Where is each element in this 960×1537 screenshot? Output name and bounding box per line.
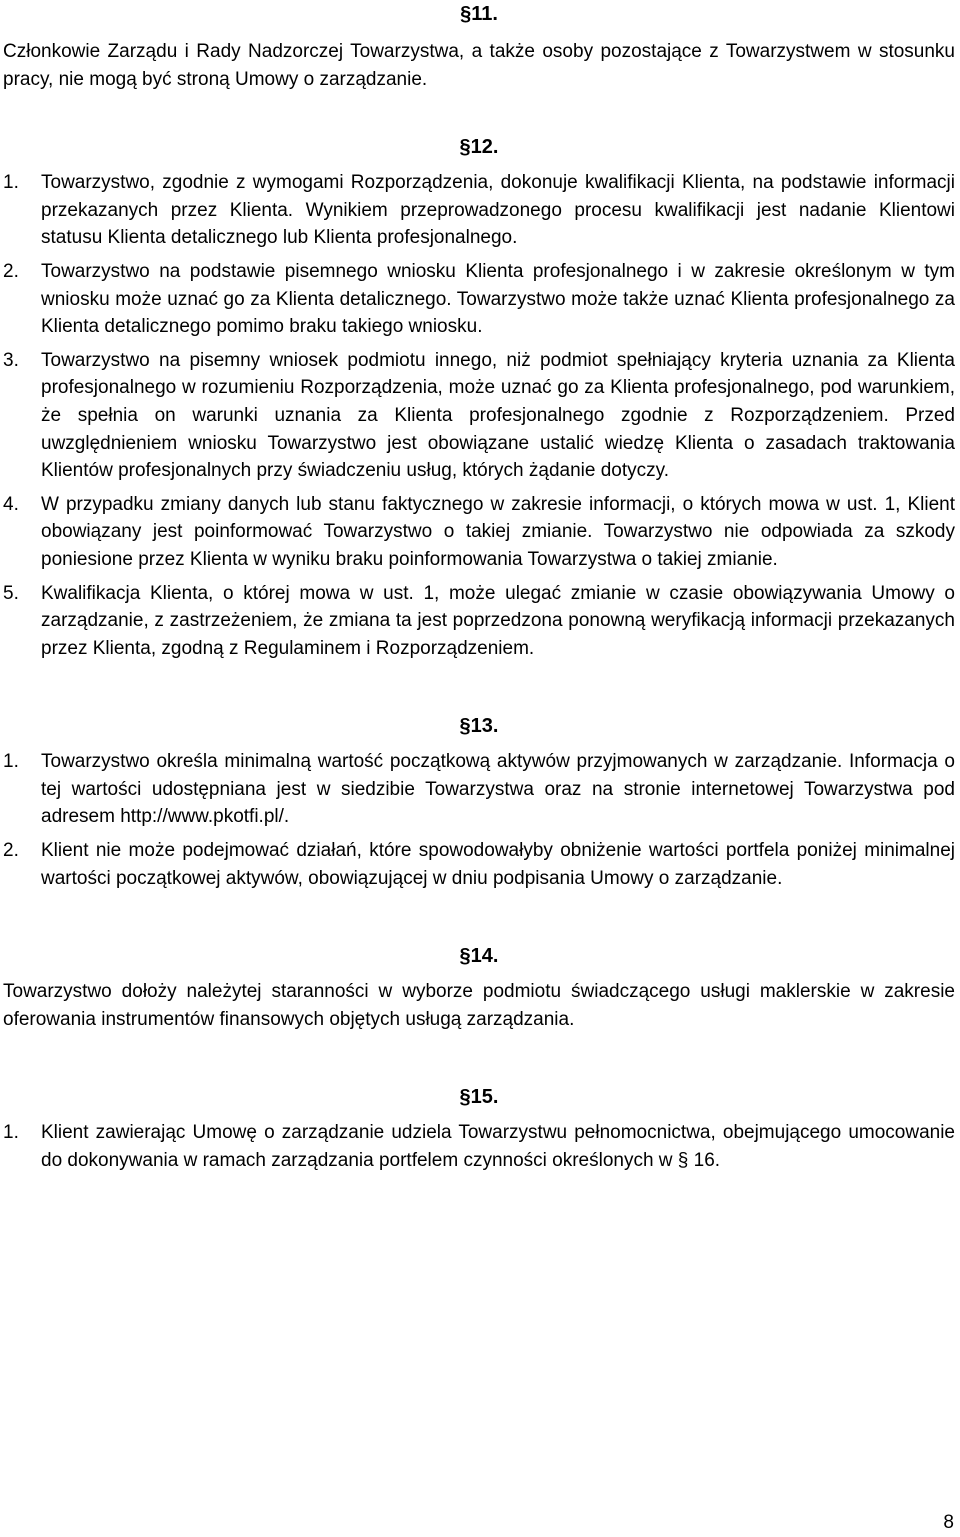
- item-text: Kwalifikacja Klienta, o której mowa w ust. 1, może ulegać zmianie w czasie obowiązywania Umowy o zarządzanie, z zastrzeżeniem, że zmiana ta jest poprzedzona ponowną weryfikacją informacji przekazanych przez Klienta, zgodną z Regulaminem i Rozporządzeniem.: [41, 582, 955, 659]
- section-11: [3, 0, 955, 93]
- list-item: [3, 258, 955, 341]
- item-number: 2.: [3, 840, 19, 862]
- section-heading: §13.: [459, 715, 499, 738]
- item-text: Towarzystwo na pisemny wniosek podmiotu innego, niż podmiot spełniający kryteria uznania za Klienta profesjonalnego w rozumieniu Rozporządzenia, może uznać go za Klienta profesjonalnego, pod warunkiem, że spełnia on warunki uznania za Klienta profesjonalnego zgodnie z Rozporządzeniem. Przed uwzględnieniem wniosku Towarzystwo jest obowiązane ustalić wiedzę Klienta o zasadach traktowania Klientów profesjonalnych przy świadczeniu usług, których żądanie dotyczy.: [41, 349, 955, 482]
- item-text: Towarzystwo na podstawie pisemnego wniosku Klienta profesjonalnego i w zakresie określonym w tym wniosku może uznać go za Klienta detalicznego. Towarzystwo może także uznać Klienta profesjonalnego za Klienta detalicznego pomimo braku takiego wniosku.: [41, 260, 955, 338]
- item-text: Towarzystwo, zgodnie z wymogami Rozporządzenia, dokonuje kwalifikacji Klienta, na podstawie informacji przekazanych przez Klienta. Wynikiem przeprowadzonego procesu kwalifikacji jest nadanie Klientowi statusu Klienta detalicznego lub Klienta profesjonalnego.: [41, 172, 955, 249]
- section-heading: §11.: [460, 3, 498, 25]
- section-heading: §12.: [459, 136, 499, 159]
- list-item: [3, 491, 955, 574]
- section-12: [3, 133, 955, 662]
- section-paragraph: Towarzystwo dołoży należytej staranności w wyborze podmiotu świadczącego usługi maklerskie w zakresie oferowania instrumentów finansowych objętych usługą zarządzania.: [3, 981, 955, 1030]
- item-number: 3.: [3, 349, 19, 371]
- page-number: 8: [943, 1512, 954, 1533]
- section-14: [3, 942, 955, 1033]
- list-item: [3, 748, 955, 831]
- section-15: [3, 1083, 955, 1174]
- section-13: [3, 712, 955, 892]
- list-item: [3, 580, 955, 663]
- item-text: W przypadku zmiany danych lub stanu faktycznego w zakresie informacji, o których mowa w ust. 1, Klient obowiązany jest poinformować Towarzystwo o takiej zmianie. Towarzystwo nie odpowiada za szkody poniesione przez Klienta w wyniku braku poinformowania Towarzystwa o takiej zmianie.: [41, 493, 955, 570]
- list-item: [3, 169, 955, 252]
- item-number: 1.: [3, 1122, 19, 1144]
- item-text: Towarzystwo określa minimalną wartość początkową aktywów przyjmowanych w zarządzanie. Informacja o tej wartości udostępniana jest w siedzibie Towarzystwa oraz na stronie internetowej Towarzystwa pod adresem http://www.pkotfi.pl/.: [41, 751, 955, 828]
- document-page: [3, 0, 955, 1175]
- section-heading: §15.: [459, 1086, 499, 1109]
- list-item: [3, 347, 955, 485]
- item-number: 1.: [3, 172, 19, 194]
- section-paragraph: Członkowie Zarządu i Rady Nadzorczej Towarzystwa, a także osoby pozostające z Towarzystwem w stosunku pracy, nie mogą być stroną Umowy o zarządzanie.: [3, 41, 955, 90]
- list-item: [3, 1119, 955, 1174]
- item-number: 1.: [3, 751, 19, 773]
- list-item: [3, 837, 955, 892]
- item-text: Klient nie może podejmować działań, które spowodowałyby obniżenie wartości portfela poniżej minimalnej wartości początkowej aktywów, obowiązującej w dniu podpisania Umowy o zarządzanie.: [41, 840, 955, 889]
- item-number: 4.: [3, 493, 19, 515]
- item-number: 5.: [3, 582, 19, 604]
- section-heading: §14.: [459, 945, 499, 968]
- item-number: 2.: [3, 260, 19, 282]
- item-text: Klient zawierając Umowę o zarządzanie udziela Towarzystwu pełnomocnictwa, obejmującego umocowanie do dokonywania w ramach zarządzania portfelem czynności określonych w § 16.: [41, 1122, 955, 1172]
